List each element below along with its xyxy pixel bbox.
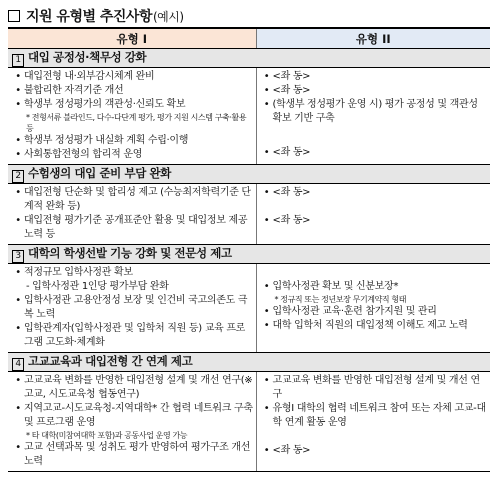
title-suffix: (예시) (152, 9, 184, 24)
section-header-row (8, 245, 490, 264)
section-header (8, 165, 490, 184)
section-header (8, 49, 490, 68)
section-body-row (8, 68, 490, 165)
section-title: 대학의 학생선발 기능 강화 및 전문성 제고 (28, 246, 232, 260)
list-item (261, 402, 489, 430)
list-item (261, 70, 489, 84)
list-item (261, 319, 489, 333)
item-text: <좌 동> (272, 147, 311, 158)
list-item (261, 146, 489, 160)
item-text: 사회통합전형의 합리적 운영 (24, 149, 143, 160)
type-1-cell (8, 68, 256, 165)
spacer (261, 126, 489, 146)
list-item (12, 402, 254, 430)
support-type-table (8, 27, 490, 472)
bullet-icon: • (15, 295, 21, 306)
item-text: 입학사정관 확보 및 신분보장* (272, 281, 399, 292)
list-item (12, 84, 254, 98)
type-2-cell (256, 68, 490, 165)
list-item (261, 280, 489, 294)
list-item (12, 70, 254, 84)
item-text: <좌 동> (272, 85, 311, 96)
bullet-icon: • (263, 187, 270, 198)
list-item (261, 98, 489, 126)
spacer (261, 430, 489, 444)
bullet-icon: • (263, 71, 270, 82)
list-item (12, 441, 254, 469)
footnote-text: * 전형서류 블라인드, 다수-다단계 평가, 평가 지원 시스템 구축·활용 등 (26, 113, 247, 133)
type-2-cell (256, 264, 490, 353)
bullet-icon: • (263, 375, 270, 386)
item-text: 고교교육 변화를 반영한 대입전형 설계 및 개선 연구 (272, 375, 480, 400)
bullet-icon: • (263, 85, 270, 96)
section-title: 수험생의 대입 준비 부담 완화 (28, 166, 171, 180)
item-text: 고교 선택과목 및 성취도 평가 반영하여 평가구조 개선 노력 (24, 442, 251, 467)
checkbox-square-icon (8, 10, 20, 22)
footnote-text: * 정규직 또는 정년보장 무기계약직 형태 (274, 295, 407, 304)
item-text: 학생부 정성평가 내실화 계획 수립·이행 (24, 135, 189, 146)
bullet-icon: • (263, 403, 270, 414)
section-header (8, 245, 490, 264)
type-2-cell (256, 184, 490, 245)
list-item (12, 148, 254, 162)
section-header-row (8, 49, 490, 68)
item-text: 고교교육 변화를 반영한 대입전형 설계 및 개선 연구(※ 고교, 시도교육청 협동연구) (24, 375, 253, 400)
item-text: <좌 동> (272, 445, 311, 456)
item-text: 적정규모 입학사정관 확보 (24, 267, 133, 278)
section-title: 고교교육과 대입전형 간 연계 제고 (28, 354, 193, 368)
item-text: 입학사정관 교육·훈련 참가지원 및 관리 (272, 306, 437, 317)
sub-item-text: - 입학사정관 1인당 평가부담 완화 (26, 281, 169, 292)
bullet-icon: • (15, 187, 21, 198)
item-text: 입학사정관 고용안정성 보장 및 인건비 국고의존도 극복 노력 (24, 295, 248, 320)
bullet-icon: • (263, 281, 270, 292)
bullet-icon: • (15, 71, 21, 82)
bullet-icon: • (263, 147, 270, 158)
list-item (12, 374, 254, 402)
column-header-type-2: 유형 II (256, 28, 490, 49)
list-item (261, 84, 489, 98)
column-header-type-1: 유형 I (8, 28, 256, 49)
bullet-icon: • (15, 323, 21, 334)
bullet-icon: • (263, 320, 270, 331)
bullet-icon: • (263, 99, 270, 110)
item-text: 대입전형 내·외부감시체계 완비 (24, 71, 155, 82)
bullet-icon: • (263, 445, 270, 456)
item-text: 불합리한 자격기준 개선 (24, 85, 124, 96)
section-header-row (8, 353, 490, 372)
item-text: 학생부 정성평가의 객관성·신뢰도 확보 (24, 99, 186, 110)
section-number: 4 (12, 358, 24, 371)
title-main: 지원 유형별 추진사항 (26, 9, 152, 25)
list-item (261, 444, 489, 458)
list-item (261, 374, 489, 402)
section-body-row (8, 264, 490, 353)
type-1-cell (8, 372, 256, 472)
document-title (8, 6, 184, 26)
section-body-row (8, 184, 490, 245)
item-text: <좌 동> (272, 187, 311, 198)
type-1-cell (8, 264, 256, 353)
bullet-icon: • (15, 135, 21, 146)
section-header (8, 353, 490, 372)
bullet-icon: • (15, 267, 21, 278)
list-item (12, 322, 254, 350)
bullet-icon: • (15, 99, 21, 110)
section-header-row (8, 165, 490, 184)
bullet-icon: • (263, 215, 270, 226)
footnote-text: * 타 대학(미참여대학 포함)과 공동사업 운영 가능 (26, 431, 188, 440)
bullet-icon: • (15, 85, 21, 96)
bullet-icon: • (15, 442, 21, 453)
item-text: <좌 동> (272, 71, 311, 82)
list-item (12, 294, 254, 322)
section-number: 3 (12, 250, 24, 263)
list-item (12, 266, 254, 280)
item-text: 입학관계자(입학사정관 및 입학처 직원 등) 교육 프로그램 고도화·체계화 (24, 323, 246, 348)
item-text: 유형I 대학의 협력 네트워크 참여 또는 자체 고교-대학 연계 활동 운영 (272, 403, 486, 428)
item-text: <좌 동> (272, 215, 311, 226)
type-2-cell (256, 372, 490, 472)
spacer (261, 200, 489, 214)
list-item (12, 98, 254, 112)
type-1-cell (8, 184, 256, 245)
section-number: 2 (12, 170, 24, 183)
list-item (12, 214, 254, 242)
item-text: (학생부 정성평가 운영 시) 평가 공정성 및 객관성 확보 기반 구축 (272, 99, 478, 124)
list-item (261, 214, 489, 228)
list-item (12, 186, 254, 214)
bullet-icon: • (263, 306, 270, 317)
item-text: 대입전형 단순화 및 합리성 제고 (수능최저학력기준 단계적 완화 등) (24, 187, 251, 212)
list-item (261, 305, 489, 319)
item-text: 지역고교-시도교육청-지역대학* 간 협력 네트워크 구축 및 프로그램 운영 (24, 403, 253, 428)
item-text: 대학 입학처 직원의 대입정책 이해도 제고 노력 (272, 320, 468, 331)
section-number: 1 (12, 54, 24, 67)
bullet-icon: • (15, 375, 21, 386)
bullet-icon: • (15, 149, 21, 160)
section-body-row (8, 372, 490, 472)
list-item (12, 134, 254, 148)
section-title: 대입 공정성·책무성 강화 (28, 50, 147, 64)
spacer (261, 266, 489, 280)
bullet-icon: • (15, 403, 21, 414)
list-item (261, 186, 489, 200)
item-text: 대입전형 평가기준 공개표준안 활용 및 대입정보 제공 노력 등 (24, 215, 248, 240)
bullet-icon: • (15, 215, 21, 226)
